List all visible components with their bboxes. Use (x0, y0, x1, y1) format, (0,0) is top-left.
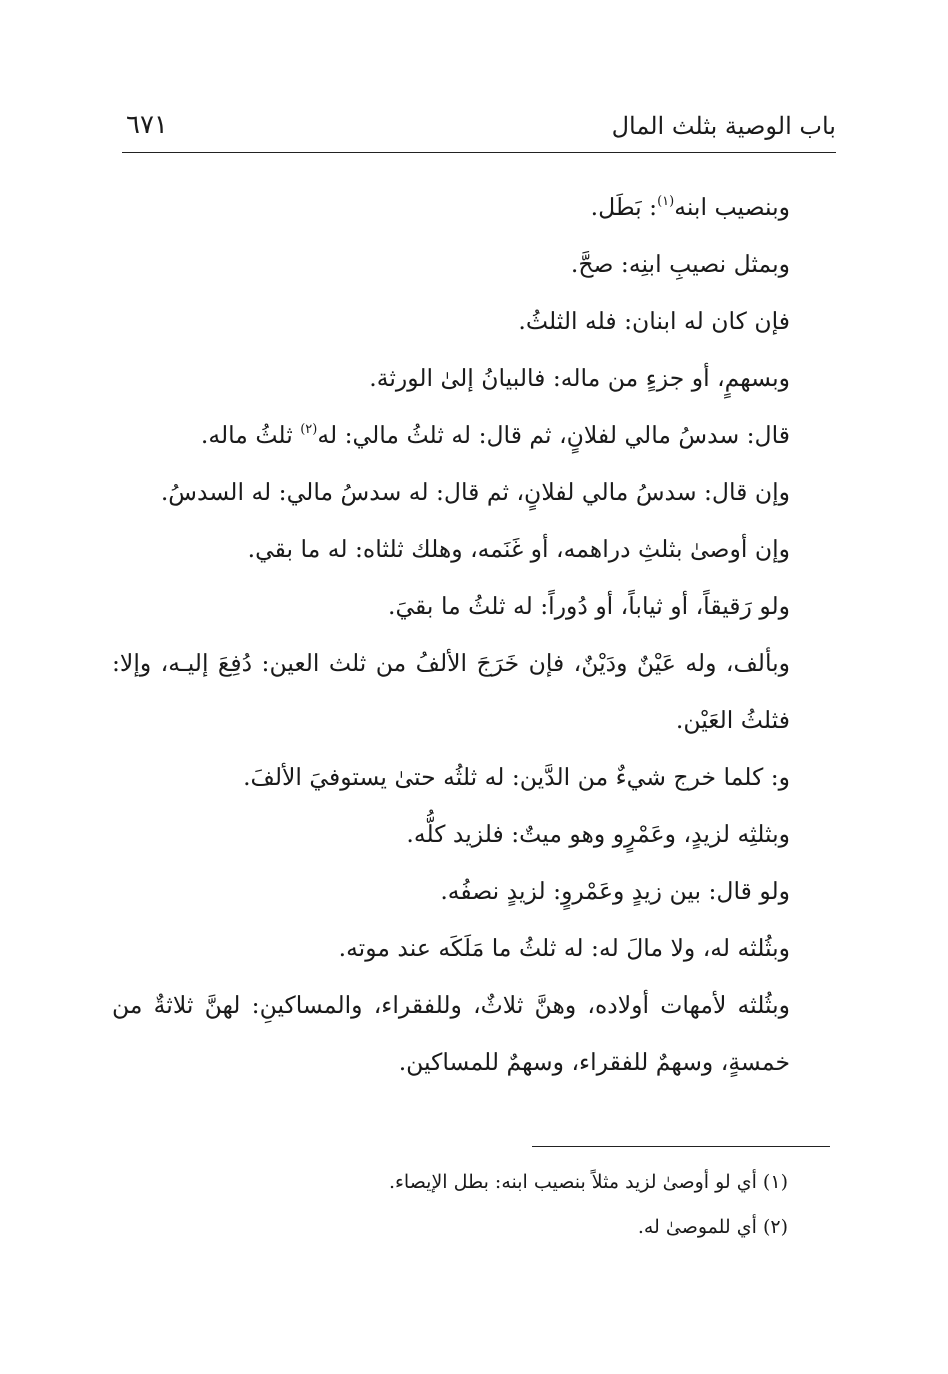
paragraph: وبمثل نصيبِ ابنِه: صحَّ. (570, 250, 790, 278)
paragraph (112, 407, 836, 464)
paragraph: وإن أوصىٰ بثلثِ دراهمه، أو غَنَمه، وهلك ثلثاه: له ما بقي. (247, 535, 790, 563)
paragraph: وبثلثِه لزيدٍ، وعَمْرٍو وهو ميتٌ: فلزيد كلُّه. (406, 820, 790, 848)
chapter-title: باب الوصية بثلث المال (611, 112, 836, 140)
paragraph: وبسهمٍ، أو جزءٍ من ماله: فالبيانُ إلىٰ الورثة. (369, 364, 790, 392)
footnote-divider (532, 1146, 830, 1147)
footnote: (١) أي لو أوصىٰ لزيد مثلاً بنصيب ابنه: بطل الإيصاء. (388, 1171, 788, 1193)
paragraph: وبثُلثه له، ولا مالَ له: له ثلثُ ما مَلَكَه عند موته. (338, 934, 790, 962)
paragraph: وبألف، وله عَيْنٌ ودَيْنٌ، فإن خَرَجَ الألفُ من ثلث العين: دُفِعَ إليـه، وإلا: فثلثُ العَيْن. (112, 649, 790, 734)
page-number: ٦٧١ (126, 110, 168, 140)
footnote-ref: (١) (657, 194, 675, 209)
main-text (112, 179, 836, 1091)
running-header (122, 108, 836, 153)
paragraph-text: ثلثُ ماله. (200, 421, 301, 449)
paragraph (112, 179, 836, 236)
footnotes (200, 1160, 788, 1250)
paragraph-text: قال: سدسُ مالي لفلانٍ، ثم قال: له ثلثُ مالي: له (317, 421, 790, 449)
paragraph: ولو رَقيقاً، أو ثياباً، أو دُوراً: له ثلثُ ما بقيَ. (387, 592, 790, 620)
paragraph: و: كلما خرج شيءٌ من الدَّين: له ثلثُه حتىٰ يستوفيَ الألفَ. (243, 763, 790, 791)
paragraph: وإن قال: سدسُ مالي لفلانٍ، ثم قال: له سدسُ مالي: له السدسُ. (160, 478, 790, 506)
paragraph: وبثُلثه لأمهات أولاده، وهنَّ ثلاثٌ، وللفقراء، والمساكينِ: لهنَّ ثلاثةٌ من خمسةٍ، وسهمٌ للفقراء، وسهمٌ للمساكين. (112, 991, 790, 1076)
paragraph: ولو قال: بين زيدٍ وعَمْروٍ: لزيدٍ نصفُه. (440, 877, 790, 905)
paragraph-text: : بَطَل. (590, 193, 658, 221)
paragraph: فإن كان له ابنان: فله الثلثُ. (518, 307, 790, 335)
paragraph-text: وبنصيب ابنه (674, 193, 790, 221)
footnote-ref: (٢) (300, 422, 318, 437)
footnote: (٢) أي للموصىٰ له. (637, 1216, 788, 1238)
